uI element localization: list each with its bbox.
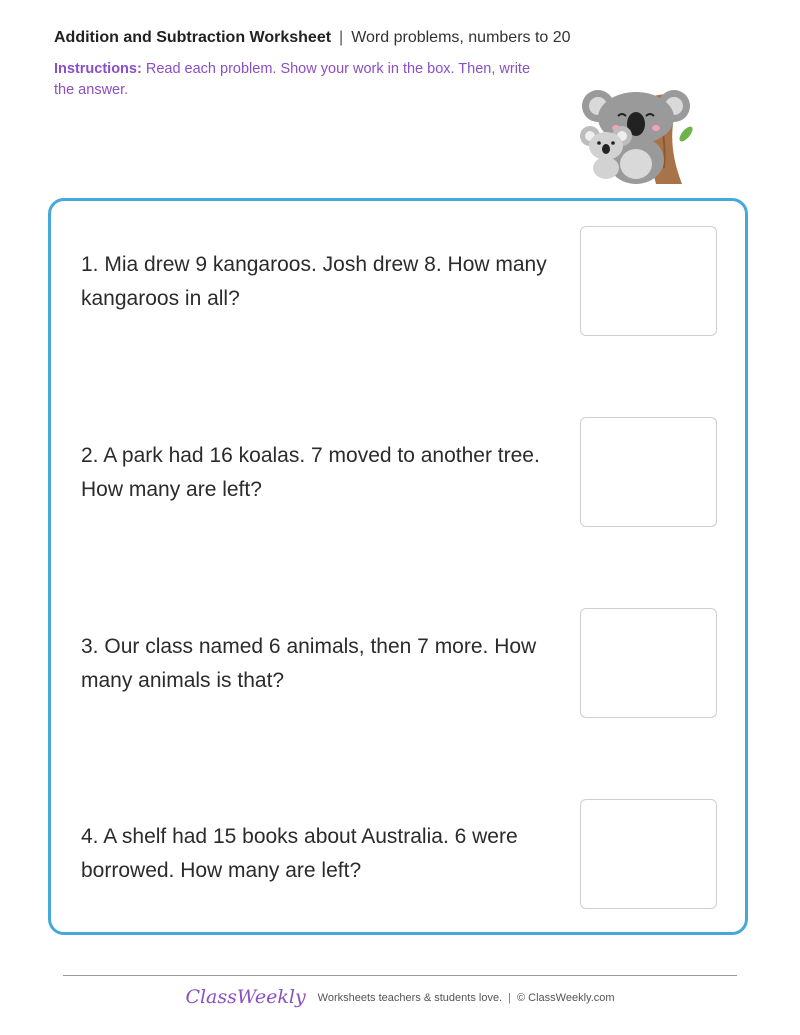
problem-2: [81, 439, 561, 507]
worksheet-header: [54, 27, 571, 49]
problem-text: A park had 16 koalas. 7 moved to another tree. How many are left?: [81, 444, 540, 501]
header-separator: |: [339, 29, 344, 46]
instructions-label: Instructions:: [54, 61, 142, 77]
footer-divider: [63, 975, 737, 976]
problem-number: 1.: [81, 253, 99, 276]
problem-number: 2.: [81, 444, 99, 467]
footer-separator: |: [508, 992, 511, 1004]
problem-number: 4.: [81, 825, 99, 848]
problem-4: [81, 820, 561, 888]
footer: [0, 986, 800, 1008]
problem-1: [81, 248, 561, 316]
problem-number: 3.: [81, 635, 99, 658]
problem-text: Mia drew 9 kangaroos. Josh drew 8. How many kangaroos in all?: [81, 253, 547, 310]
answer-box-1[interactable]: [580, 226, 717, 336]
worksheet-title: Addition and Subtraction Worksheet: [54, 29, 332, 46]
problem-3: [81, 630, 561, 698]
answer-box-4[interactable]: [580, 799, 717, 909]
problem-text: A shelf had 15 books about Australia. 6 were borrowed. How many are left?: [81, 825, 518, 882]
answer-box-2[interactable]: [580, 417, 717, 527]
answer-box-3[interactable]: [580, 608, 717, 718]
footer-copyright: © ClassWeekly.com: [516, 992, 615, 1004]
worksheet-subtitle: Word problems, numbers to 20: [351, 29, 571, 46]
instructions-text: Read each problem. Show your work in the box. Then, write the answer.: [54, 61, 531, 98]
instructions: [54, 59, 554, 101]
footer-tagline: Worksheets teachers & students love.: [317, 992, 503, 1004]
koala-icon: [574, 88, 694, 186]
brand-logo: ClassWeekly: [185, 986, 306, 1008]
problem-text: Our class named 6 animals, then 7 more. How many animals is that?: [81, 635, 537, 692]
